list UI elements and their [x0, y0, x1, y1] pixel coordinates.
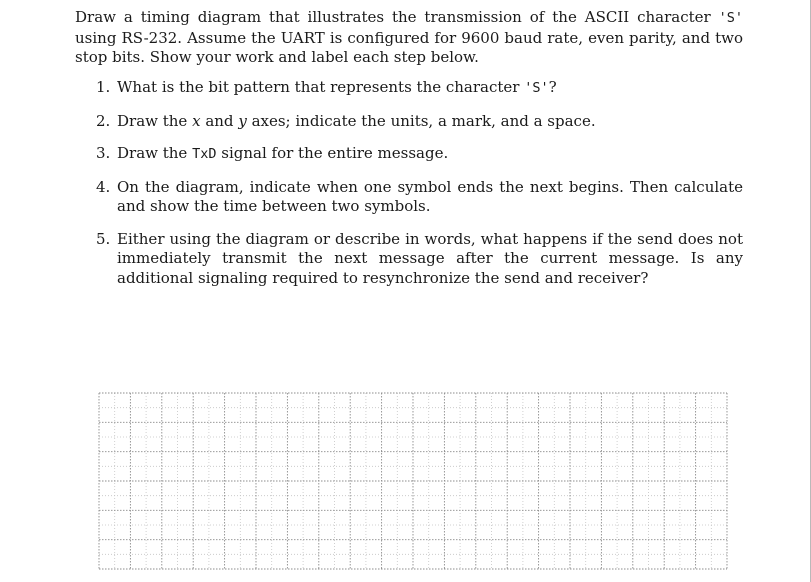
question-5 — [75, 230, 743, 289]
question-text: Either using the diagram or describe in words, what happens if the send does not immediately transmit the next message after the current message. Is any additional signaling required to resynchronize the send and receiver? — [117, 229, 743, 287]
question-1 — [75, 78, 743, 99]
question-2 — [75, 112, 743, 132]
intro-text-1: Draw a timing diagram that illustrates the transmission of the ASCII character — [75, 8, 719, 26]
question-text: On the diagram, indicate when one symbol ends the next begins. Then calculate and show the time between two symbols. — [117, 177, 743, 215]
question-4 — [75, 178, 743, 217]
question-number: 5. — [96, 229, 111, 248]
question-code: TxD — [192, 146, 217, 162]
question-number: 3. — [96, 144, 111, 162]
problem-statement — [75, 8, 743, 68]
question-text: signal for the entire message. — [216, 144, 449, 162]
question-text: and — [200, 111, 239, 130]
y-variable: y — [238, 111, 247, 130]
question-text: ? — [548, 78, 557, 96]
question-text: Draw the — [117, 144, 193, 162]
grid-svg — [98, 392, 728, 570]
timing-diagram-grid[interactable] — [98, 392, 728, 570]
intro-text-2: using RS-232. Assume the UART is configured for 9600 baud rate, even parity, and two stop bits. Show your work and label each step below. — [75, 28, 743, 66]
question-number: 1. — [96, 78, 111, 96]
question-3 — [75, 144, 743, 165]
question-number: 2. — [96, 111, 111, 130]
intro-char-code: 'S' — [718, 10, 743, 26]
x-variable: x — [192, 111, 201, 130]
question-text: axes; indicate the units, a mark, and a space. — [246, 111, 596, 130]
question-text: What is the bit pattern that represents the character — [117, 78, 525, 96]
question-list — [75, 78, 743, 301]
question-text: Draw the — [117, 111, 193, 130]
question-code: 'S' — [524, 80, 549, 96]
question-number: 4. — [96, 177, 111, 196]
